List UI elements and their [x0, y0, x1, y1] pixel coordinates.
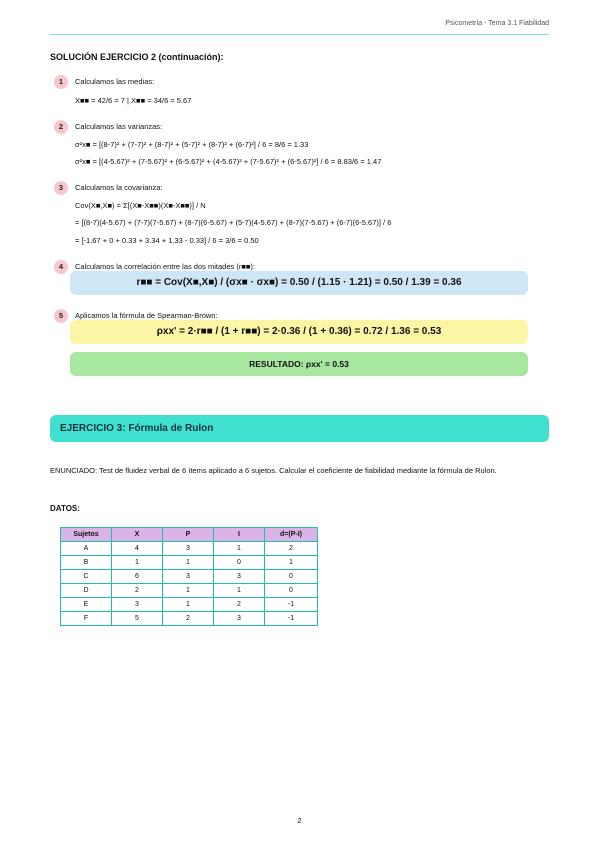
table-cell: 5 [112, 612, 163, 626]
table-cell: 0 [265, 584, 318, 598]
table-cell: 1 [265, 556, 318, 570]
table-cell: B [61, 556, 112, 570]
table-row [61, 612, 318, 626]
spearman-brown-formula-box: ρxx' = 2·r■■ / (1 + r■■) = 2·0.36 / (1 + 0.36) = 0.72 / 1.36 = 0.53 [70, 320, 528, 344]
table-cell: E [61, 598, 112, 612]
table-cell: 0 [214, 556, 265, 570]
means-line: X■■ = 42/6 = 7 | X■■ = 34/6 = 5.67 [75, 96, 192, 105]
table-cell: -1 [265, 612, 318, 626]
table-row [61, 542, 318, 556]
step-number-badge: 5 [54, 309, 68, 323]
page-header [50, 20, 549, 35]
table-cell: 4 [112, 542, 163, 556]
table-cell: 1 [214, 542, 265, 556]
table-row [61, 598, 318, 612]
step-label: Calculamos las varianzas: [75, 122, 163, 131]
exercise-statement: ENUNCIADO: Test de fluidez verbal de 6 ítems aplicado a 6 sujetos. Calcular el coeficiente de fiabilidad mediante la fórmula de Rulon. [50, 466, 497, 475]
table-cell: 6 [112, 570, 163, 584]
table-cell: 2 [214, 598, 265, 612]
exercise-3-title: EJERCICIO 3: Fórmula de Rulon [60, 423, 214, 434]
table-cell: 2 [163, 612, 214, 626]
table-row [61, 556, 318, 570]
table-cell: 3 [112, 598, 163, 612]
variance-x1-line: σ²x■ = [(8-7)² + (7-7)² + (8-7)² + (5-7)² + (8-7)² + (6-7)²] / 6 = 8/6 = 1.33 [75, 140, 309, 149]
table-cell: D [61, 584, 112, 598]
table-row [61, 570, 318, 584]
table-cell: F [61, 612, 112, 626]
table-cell: 0 [265, 570, 318, 584]
step-number-badge: 2 [54, 120, 68, 134]
table-cell: 1 [163, 584, 214, 598]
table-cell: 1 [214, 584, 265, 598]
table-cell: 3 [163, 570, 214, 584]
covariance-expansion-line: = [(8-7)(4-5.67) + (7-7)(7-5.67) + (8-7)(6-5.67) + (5-7)(4-5.67) + (8-7)(7-5.67) + (6-7)(6-5.67)] / 6 [75, 218, 392, 227]
covariance-formula-line: Cov(X■,X■) = Σ[(X■-X■■)(X■-X■■)] / N [75, 201, 206, 210]
column-header: P [163, 528, 214, 542]
running-title: Psicometría - Tema 3.1 Fiabilidad [445, 20, 549, 27]
result-box: RESULTADO: ρxx' = 0.53 [70, 352, 528, 376]
data-table [60, 527, 318, 626]
step-label: Calculamos las medias: [75, 77, 155, 86]
page-number: 2 [297, 816, 302, 825]
step-label: Calculamos la covarianza: [75, 183, 163, 192]
step-label: Aplicamos la fórmula de Spearman-Brown: [75, 311, 218, 320]
column-header: Sujetos [61, 528, 112, 542]
step-number-badge: 1 [54, 75, 68, 89]
table-cell: A [61, 542, 112, 556]
table-cell: 3 [214, 612, 265, 626]
column-header: d=(P-I) [265, 528, 318, 542]
column-header: I [214, 528, 265, 542]
table-cell: 1 [112, 556, 163, 570]
data-label: DATOS: [50, 504, 80, 513]
variance-x2-line: σ²x■ = [(4-5.67)² + (7-5.67)² + (6-5.67)² + (4-5.67)² + (7-5.67)² + (6-5.67)²] / 6 = 8.83/6 = 1.47 [75, 157, 382, 166]
table-cell: 1 [163, 598, 214, 612]
column-header: X [112, 528, 163, 542]
table-header-row [61, 528, 318, 542]
correlation-formula-box: r■■ = Cov(X■,X■) / (σx■ · σx■) = 0.50 / (1.15 · 1.21) = 0.50 / 1.39 = 0.36 [70, 271, 528, 295]
solution-title: SOLUCIÓN EJERCICIO 2 (continuación): [50, 52, 224, 62]
step-number-badge: 3 [54, 181, 68, 195]
step-number-badge: 4 [54, 260, 68, 274]
table-cell: 2 [112, 584, 163, 598]
exercise-3-banner [50, 415, 549, 442]
table-row [61, 584, 318, 598]
covariance-result-line: = [-1.67 + 0 + 0.33 + 3.34 + 1.33 - 0.33] / 6 = 3/6 = 0.50 [75, 236, 259, 245]
table-cell: 3 [163, 542, 214, 556]
table-cell: 2 [265, 542, 318, 556]
table-cell: 1 [163, 556, 214, 570]
table-cell: -1 [265, 598, 318, 612]
table-cell: C [61, 570, 112, 584]
table-cell: 3 [214, 570, 265, 584]
step-label: Calculamos la correlación entre las dos mitades (r■■): [75, 262, 255, 271]
